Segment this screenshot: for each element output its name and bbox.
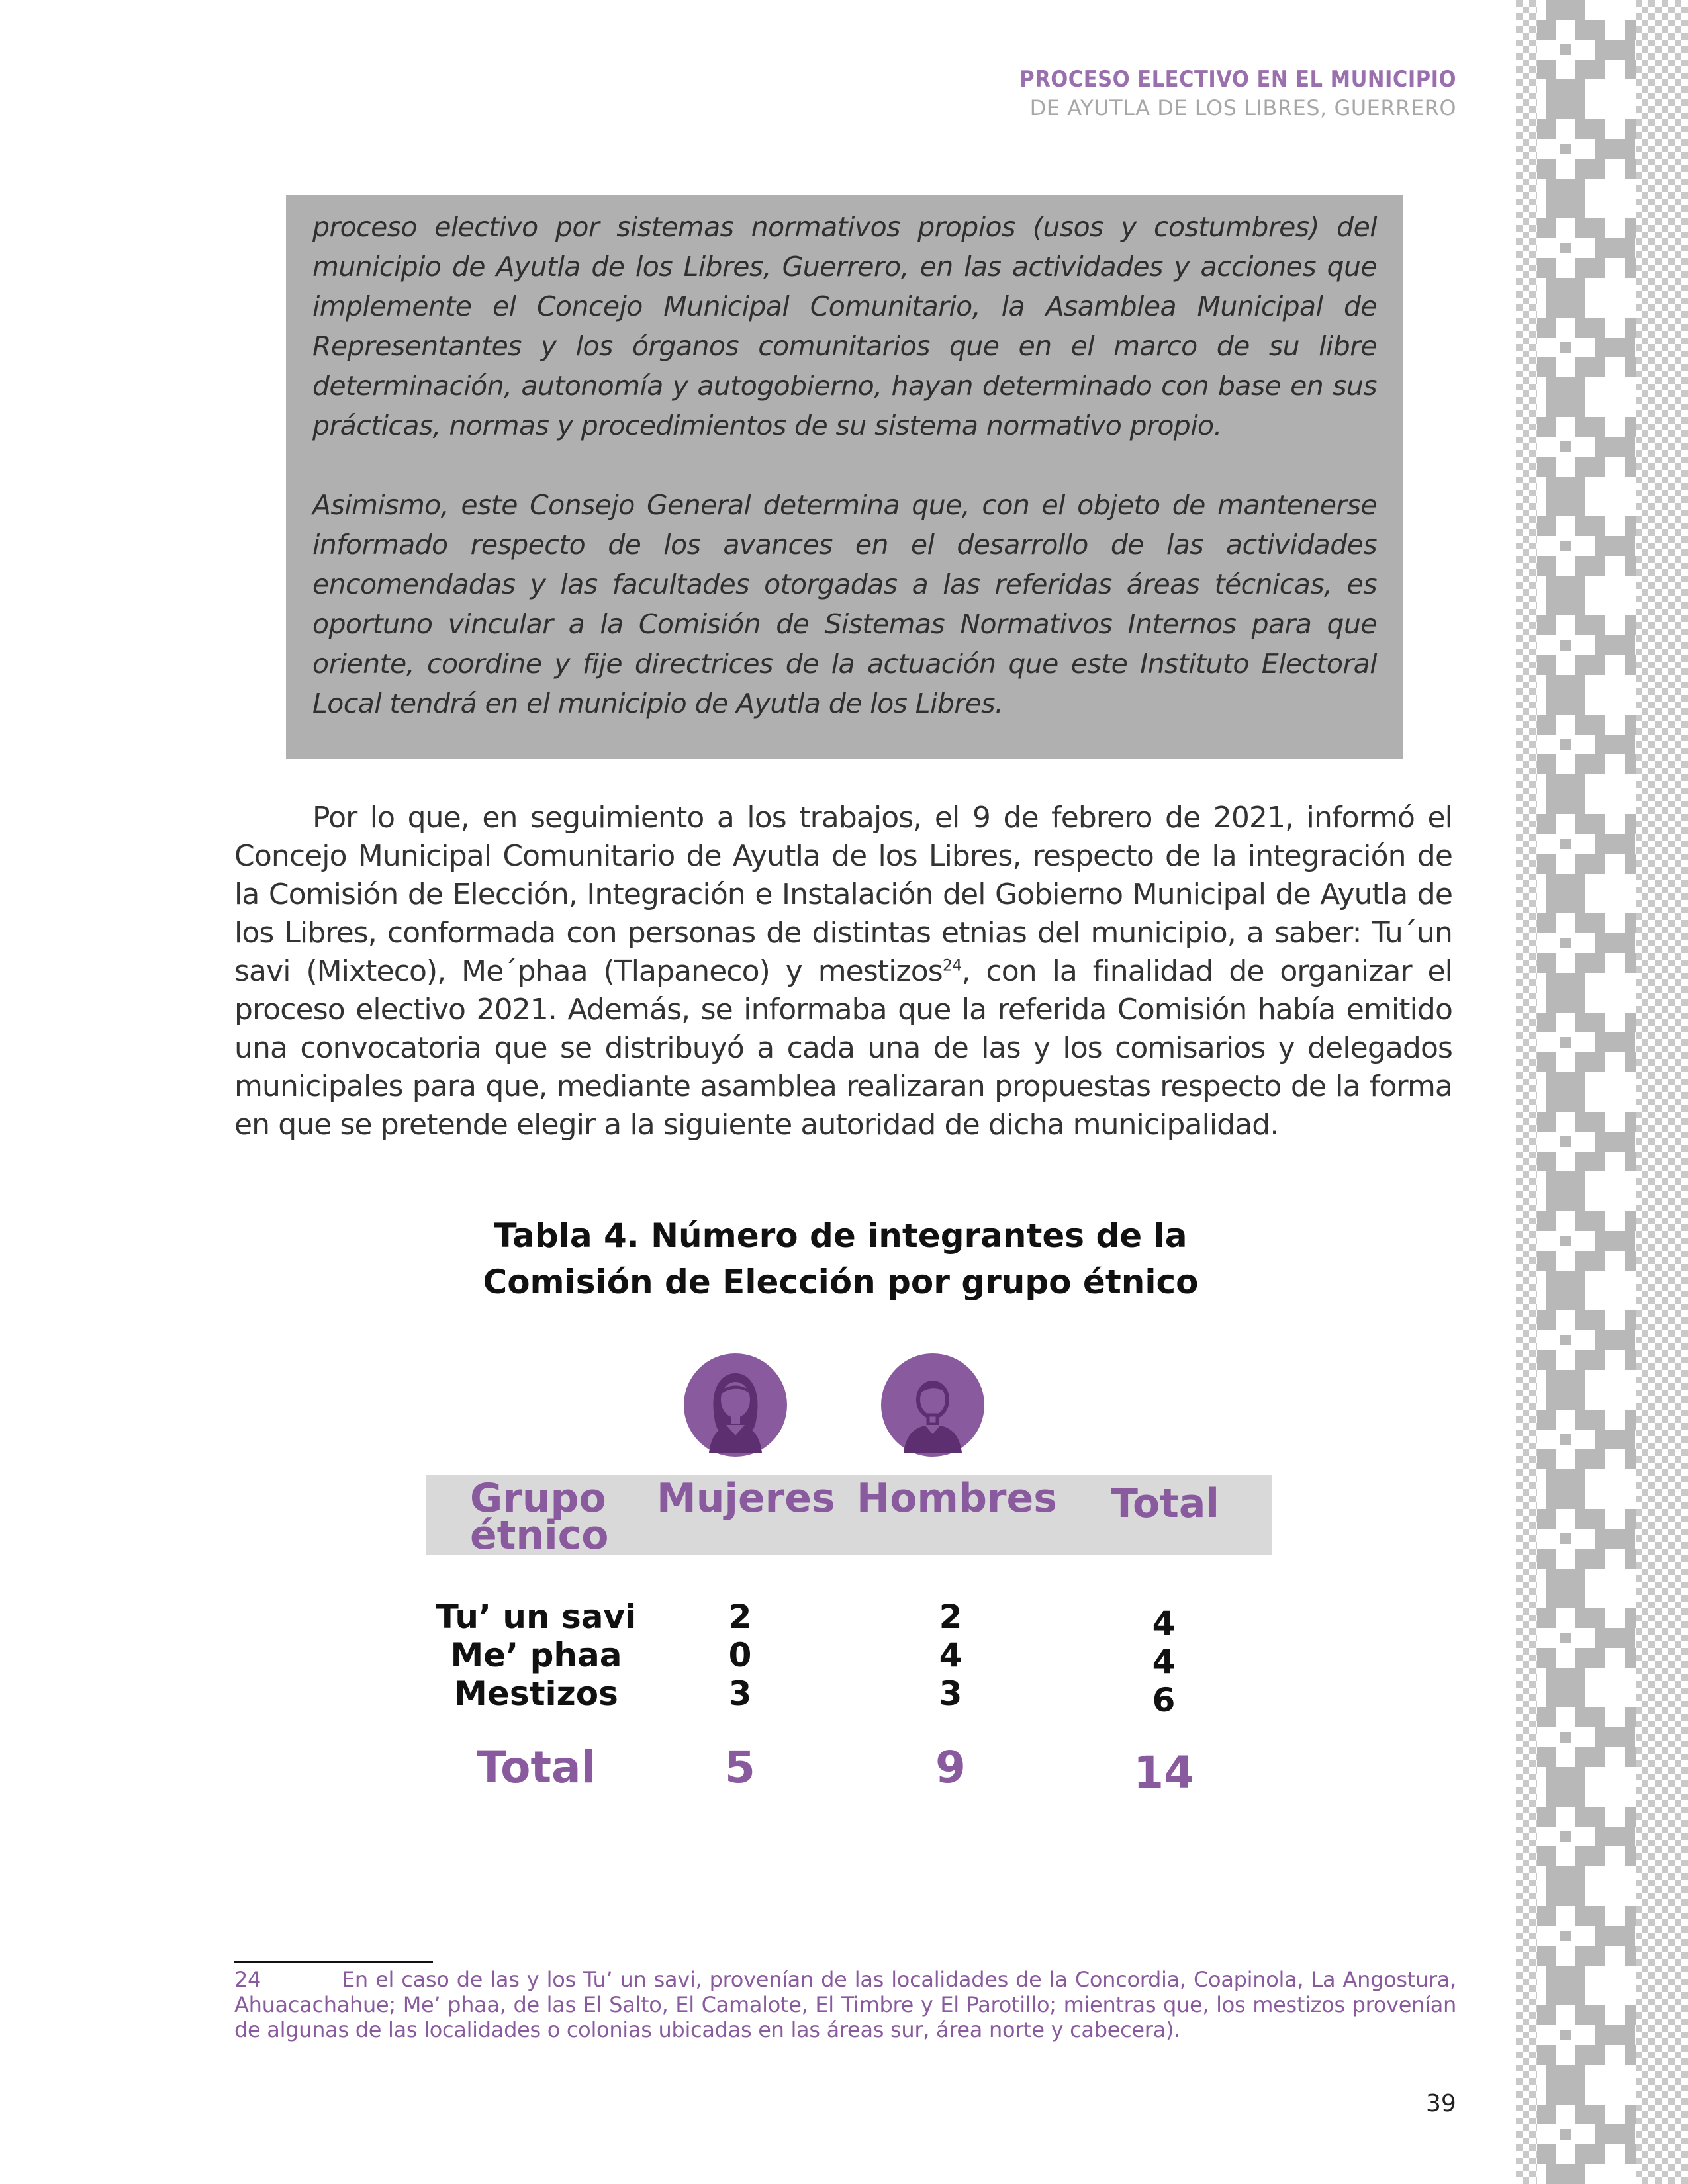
table-title-line: Tabla 4. Número de integrantes de la	[494, 1216, 1188, 1255]
decorative-border-pattern	[1516, 0, 1688, 2184]
quote-paragraph: Asimismo, este Consejo General determina que, con el objeto de mantenerse informado respecto de los avances en el desarrollo de las actividades encomendadas y las facultades otorgadas a las referidas áreas técnicas, es oportuno vincular a la Comisión de Sistemas Normativos Internos para que oriente, coordine y fije directrices de la actuación que este Instituto Electoral Local tendrá en el municipio de Ayutla de los Libres.	[312, 489, 1377, 719]
column-header-total: Total	[1111, 1480, 1219, 1527]
running-header	[1019, 66, 1456, 120]
table-title	[371, 1212, 1311, 1305]
header-title: PROCESO ELECTIVO EN EL MUNICIPIO	[1019, 66, 1456, 93]
column-header-label: Grupo	[470, 1475, 606, 1522]
row-group-label: Tu’ un savi	[436, 1598, 637, 1636]
row-group-label: Mestizos	[454, 1674, 618, 1713]
body-text: , con la finalidad de organizar el proceso electivo 2021. Además, se informaba que la referida Comisión había emitido una convocatoria que se distribuyó a cada una de las y los comisarios y delegados municipales para que, mediante asamblea realizaran propuestas respecto de la forma en que se pretende elegir a la siguiente autoridad de dicha municipalidad.	[234, 954, 1453, 1142]
page-number: 39	[1426, 2090, 1456, 2117]
row-total-value: 6	[1152, 1681, 1176, 1719]
man-avatar-icon	[881, 1353, 984, 1457]
row-women-value: 3	[728, 1674, 752, 1713]
table-title-line: Comisión de Elección por grupo étnico	[483, 1263, 1199, 1301]
total-women-value: 5	[725, 1742, 755, 1793]
row-men-value: 4	[939, 1636, 962, 1674]
total-men-value: 9	[935, 1742, 966, 1793]
row-group-label: Me’ phaa	[450, 1636, 622, 1674]
row-men-value: 3	[939, 1674, 962, 1713]
row-total-value: 4	[1152, 1604, 1176, 1643]
header-subtitle: DE AYUTLA DE LOS LIBRES, GUERRERO	[1029, 95, 1456, 120]
body-paragraph	[234, 799, 1452, 1144]
column-header-label: étnico	[470, 1512, 609, 1559]
column-header-women: Mujeres	[657, 1475, 835, 1522]
footnote-reference[interactable]: 24	[942, 956, 962, 975]
quote-paragraph: proceso electivo por sistemas normativos propios (usos y costumbres) del municipio de Ayutla de los Libres, Guerrero, en las actividades y acciones que implemente el Concejo Municipal Comunitario, la Asamblea Municipal de Representantes y los órganos comunitarios que en el marco de su libre determinación, autonomía y autogobierno, hayan determinado con base en sus prácticas, normas y procedimientos de su sistema normativo propio.	[312, 211, 1377, 441]
footnote-text: En el caso de las y los Tu’ un savi, provenían de las localidades de la Concordia, Coapinola, La Angostura, Ahuacachahue; Me’ phaa, de las El Salto, El Camalote, El Timbre y El Parotillo; mientras que, los mestizos provenían de algunas de las localidades o colonias ubicadas en las áreas sur, área norte y cabecera).	[234, 1967, 1456, 2042]
row-total-value: 4	[1152, 1643, 1176, 1681]
footnote-number: 24	[234, 1967, 261, 1992]
woman-avatar-icon	[684, 1353, 787, 1457]
body-text: Por lo que, en seguimiento a los trabajos, el 9 de febrero de 2021, informó el Concejo Municipal Comunitario de Ayutla de los Libres, respecto de la integración de la Comisión de Elección, Integración e Instalación del Gobierno Municipal de Ayutla de los Libres, conformada con personas de distintas etnias del municipio, a saber: Tu´un savi (Mixteco), Me´phaa (Tlapaneco) y mestizos	[234, 801, 1452, 988]
row-men-value: 2	[939, 1598, 962, 1636]
row-women-value: 0	[728, 1636, 752, 1674]
column-header-men: Hombres	[857, 1475, 1057, 1522]
footnote	[234, 1967, 1456, 2042]
column-header-group	[470, 1475, 609, 1559]
total-row-label: Total	[476, 1742, 596, 1793]
total-grand-value: 14	[1133, 1747, 1194, 1798]
quote-block	[286, 195, 1403, 759]
footnote-divider	[234, 1961, 433, 1963]
row-women-value: 2	[728, 1598, 752, 1636]
